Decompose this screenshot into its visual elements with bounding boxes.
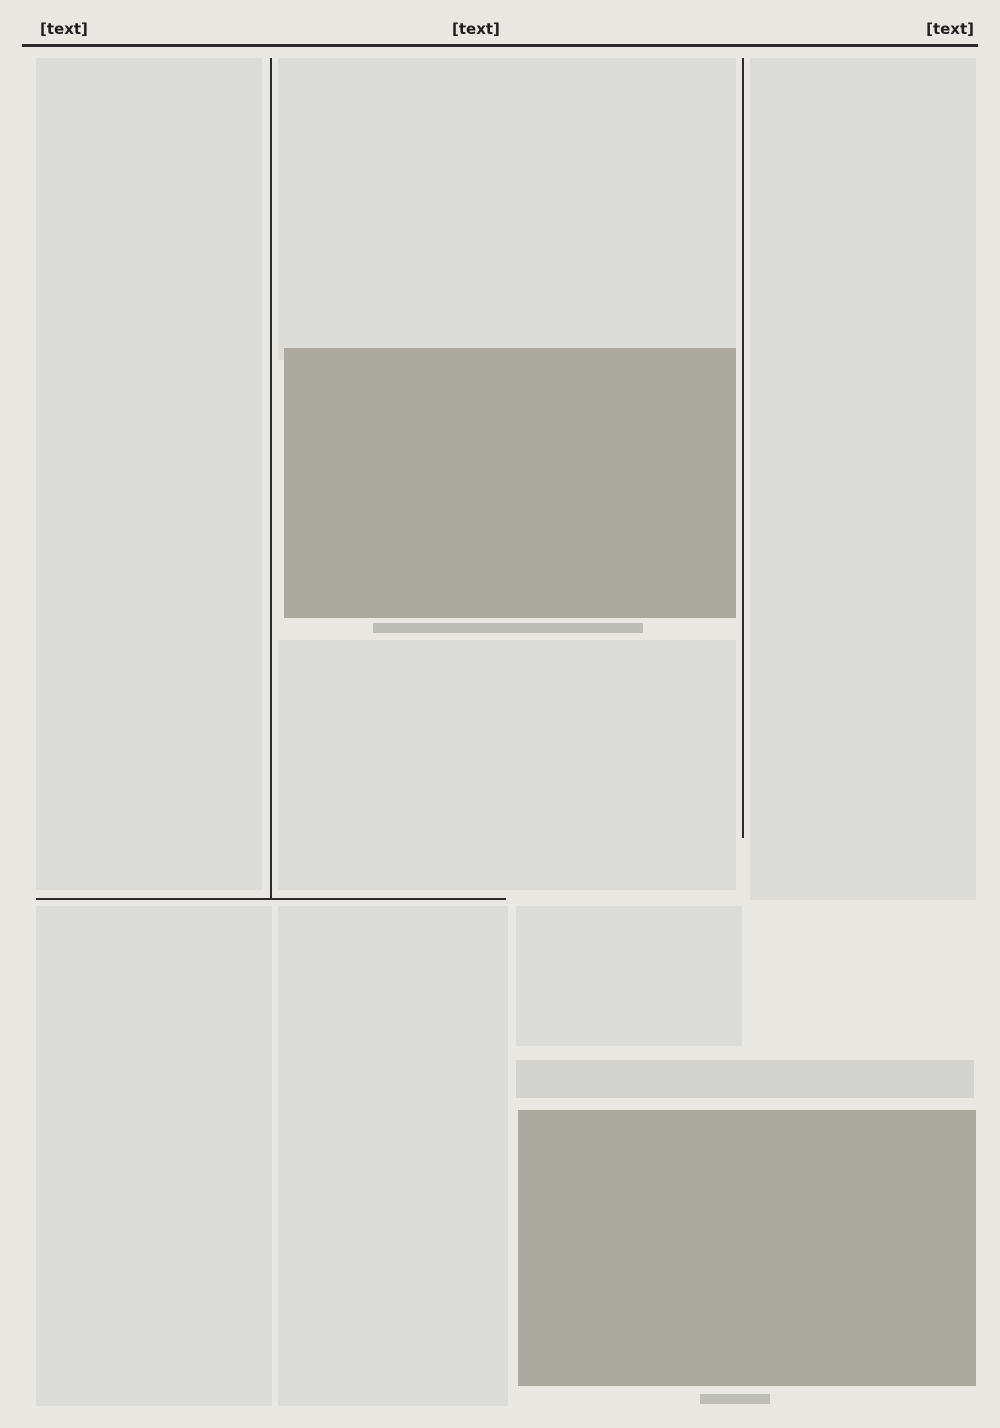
bottom-right-photo bbox=[518, 1110, 976, 1386]
center-column-block bbox=[278, 58, 736, 360]
header-center-label: [text] bbox=[452, 20, 500, 38]
lower-left-block bbox=[36, 906, 272, 1406]
center-photo-caption bbox=[373, 623, 643, 633]
center-photo bbox=[284, 348, 736, 618]
lower-middle-column-block bbox=[278, 906, 508, 1406]
header-rule bbox=[22, 44, 978, 47]
bottom-right-photo-caption bbox=[700, 1394, 770, 1404]
left-column-block bbox=[36, 58, 262, 890]
column-divider-right bbox=[742, 58, 744, 838]
bottom-right-text-block bbox=[516, 1060, 974, 1098]
lower-center-block bbox=[278, 640, 736, 890]
right-column-block bbox=[750, 58, 976, 900]
left-section-divider bbox=[36, 898, 272, 900]
column-divider-left bbox=[270, 58, 272, 898]
header-left-label: [text] bbox=[40, 20, 88, 38]
center-section-divider bbox=[270, 898, 506, 900]
header-right-label: [text] bbox=[926, 20, 974, 38]
lower-right-column-block bbox=[516, 906, 742, 1046]
header bbox=[0, 0, 1000, 48]
